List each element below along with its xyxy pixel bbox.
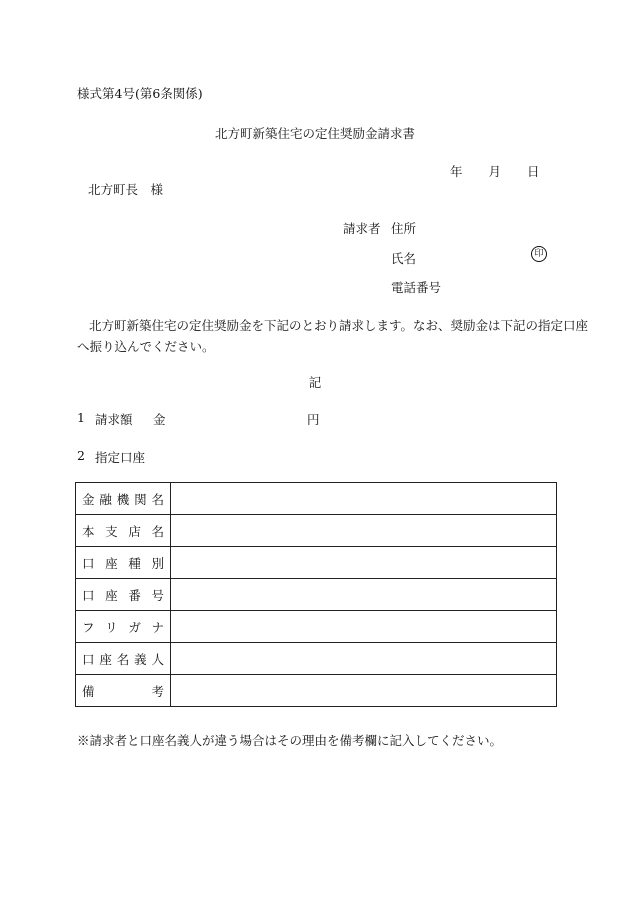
note-heading: 記 xyxy=(308,375,322,390)
account-table xyxy=(75,482,557,707)
label-char: 本 xyxy=(82,523,95,539)
label-char: 口 xyxy=(82,555,95,571)
document-title: 北方町新築住宅の定住奨励金請求書 xyxy=(214,126,415,141)
date-year-label: 年 xyxy=(450,164,463,179)
item2-label: 指定口座 xyxy=(95,450,146,465)
label-char: リ xyxy=(105,619,118,635)
account-row-label xyxy=(76,515,171,547)
date-line xyxy=(450,162,540,180)
name-field-label: 氏名 xyxy=(391,251,417,266)
addressee: 北方町長 様 xyxy=(88,182,164,197)
item1-currency-prefix: 金 xyxy=(153,412,166,427)
account-row-label-text xyxy=(76,618,170,636)
address-field-label: 住所 xyxy=(391,221,417,236)
label-char: 座 xyxy=(105,587,118,603)
account-row-label-text xyxy=(76,522,170,540)
account-row-label-text xyxy=(76,490,170,508)
seal-icon: 印 xyxy=(531,246,547,262)
label-char: 金 xyxy=(82,491,95,507)
date-month-label: 月 xyxy=(488,164,502,179)
account-row-label xyxy=(76,611,171,643)
label-char: 号 xyxy=(151,587,164,603)
item2-number: 2 xyxy=(77,448,85,463)
phone-field-label: 電話番号 xyxy=(391,280,442,295)
item1-unit: 円 xyxy=(307,412,320,427)
account-row-value-cell[interactable] xyxy=(171,579,557,611)
table-row xyxy=(76,611,557,643)
label-char: 人 xyxy=(151,651,164,667)
request-body-text: 北方町新築住宅の定住奨励金を下記のとおり請求します。なお、奨励金は下記の指定口座へ振り込んでください。 xyxy=(77,318,589,354)
label-char: 名 xyxy=(116,651,130,667)
account-row-value-cell[interactable] xyxy=(171,611,557,643)
label-char: 座 xyxy=(99,651,112,667)
label-char: 別 xyxy=(151,555,164,571)
label-char: 店 xyxy=(128,523,141,539)
label-char: 座 xyxy=(105,555,118,571)
account-row-label-text xyxy=(76,682,170,700)
table-row xyxy=(76,675,557,707)
table-row xyxy=(76,579,557,611)
label-char: 種 xyxy=(128,555,141,571)
account-row-label-text xyxy=(76,554,170,572)
label-char: フ xyxy=(82,619,95,635)
footnote: ※請求者と口座名義人が違う場合はその理由を備考欄に記入してください。 xyxy=(77,733,503,748)
label-char: ガ xyxy=(128,619,141,635)
label-char: 口 xyxy=(82,587,95,603)
date-day-label: 日 xyxy=(527,164,540,179)
label-char: 考 xyxy=(151,683,164,699)
label-char: 番 xyxy=(128,587,141,603)
account-row-value-cell[interactable] xyxy=(171,547,557,579)
form-number: 様式第4号(第6条関係) xyxy=(77,86,203,101)
label-char: 支 xyxy=(105,523,118,539)
account-row-value-cell[interactable] xyxy=(171,483,557,515)
account-row-value-cell[interactable] xyxy=(171,675,557,707)
table-row xyxy=(76,547,557,579)
item1-label: 請求額 xyxy=(95,412,133,427)
table-row xyxy=(76,483,557,515)
label-char: 備 xyxy=(82,683,95,699)
label-char: ナ xyxy=(151,619,164,635)
item1-number: 1 xyxy=(77,410,85,425)
table-row xyxy=(76,643,557,675)
account-row-label xyxy=(76,547,171,579)
label-char: 義 xyxy=(134,651,147,667)
label-char: 関 xyxy=(134,491,147,507)
table-row xyxy=(76,515,557,547)
account-row-label-text xyxy=(76,650,170,668)
account-row-value-cell[interactable] xyxy=(171,515,557,547)
account-row-label xyxy=(76,675,171,707)
label-char: 名 xyxy=(151,523,164,539)
label-char: 名 xyxy=(151,491,164,507)
account-row-label xyxy=(76,483,171,515)
account-row-value-cell[interactable] xyxy=(171,643,557,675)
label-char: 機 xyxy=(116,491,130,507)
account-row-label xyxy=(76,579,171,611)
label-char: 口 xyxy=(82,651,95,667)
requester-label: 請求者 xyxy=(343,221,381,236)
label-char: 融 xyxy=(99,491,112,507)
account-row-label-text xyxy=(76,586,170,604)
account-row-label xyxy=(76,643,171,675)
